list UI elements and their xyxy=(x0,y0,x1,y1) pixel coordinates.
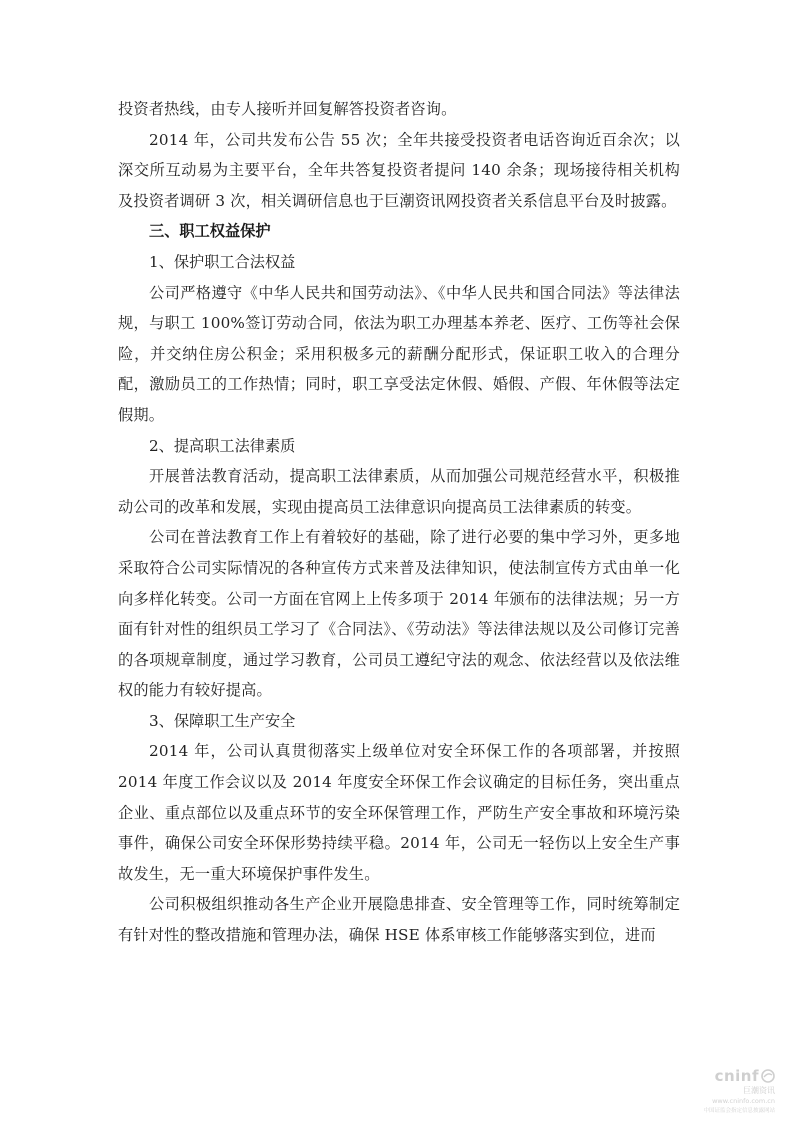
watermark-brand: cninf xyxy=(714,1067,759,1085)
watermark-logo xyxy=(679,1067,775,1085)
watermark-cn-name: 巨潮资讯 xyxy=(743,1086,775,1095)
watermark-url: www.cninfo.com.cn xyxy=(712,1097,775,1105)
paragraph-hazard-inspection: 公司积极组织推动各生产企业开展隐患排查、安全管理等工作，同时统筹制定有针对性的整改措施和管理办法，确保 HSE 体系审核工作能够落实到位，进而 xyxy=(118,895,680,945)
paragraph-safety-2014: 2014 年，公司认真贯彻落实上级单位对安全环保工作的各项部署，并按照 2014 年度工作会议以及 2014 年度安全环保工作会议确定的目标任务，突出重点企业、重点部位以及重点环节的安全环保管理工作，严防生产安全事故和环境污染事件，确保公司安全环保形势持续平稳。2014 年，公司无一轻伤以上安全生产事故发生，无一重大环境保护事件发生。 xyxy=(118,742,680,883)
paragraph-legal-publicity: 公司在普法教育工作上有着较好的基础，除了进行必要的集中学习外，更多地采取符合公司实际情况的各种宣传方式来普及法律知识，使法制宣传方式由单一化向多样化转变。公司一方面在官网上上传多项于 2014 年颁布的法律法规；另一方面有针对性的组织员工学习了《合同法》、《劳动法》等法律法规以及公司修订完善的各项规章制度，通过学习教育，公司员工遵纪守法的观念、依法经营以及依法维权的能力有较好提高。 xyxy=(118,528,680,700)
watermark-slogan: 中国证监会指定信息披露网站 xyxy=(703,1108,775,1114)
paragraph-legal-education: 开展普法教育活动，提高职工法律素质，从而加强公司规范经营水平，积极推动公司的改革和发展，实现由提高员工法律意识向提高员工法律素质的转变。 xyxy=(118,467,680,516)
subheading-production-safety: 3、保障职工生产安全 xyxy=(149,711,296,730)
subheading-legal-quality: 2、提高职工法律素质 xyxy=(149,436,296,455)
section-heading-employee-rights: 三、职工权益保护 xyxy=(149,222,271,241)
paragraph-investor-relations-2014: 2014 年，公司共发布公告 55 次；全年共接受投资者电话咨询近百余次；以深交所互动易为主要平台，全年共答复投资者提问 140 余条；现场接待相关机构及投资者调研 3 次，相关调研信息也于巨潮资讯网投资者关系信息平台及时披露。 xyxy=(118,130,680,210)
paragraph-labor-law-compliance: 公司严格遵守《中华人民共和国劳动法》、《中华人民共和国合同法》等法律法规，与职工 100%签订劳动合同，依法为职工办理基本养老、医疗、工伤等社会保险，并交纳住房公积金；采用积极多元的薪酬分配形式，保证职工收入的合理分配，激励员工的工作热情；同时，职工享受法定休假、婚假、产假、年休假等法定假期。 xyxy=(118,283,680,424)
cninfo-logo-icon xyxy=(761,1069,775,1083)
paragraph-continuation: 投资者热线，由专人接听并回复解答投资者咨询。 xyxy=(118,100,457,118)
document-page xyxy=(118,94,680,951)
subheading-protect-legal-rights: 1、保护职工合法权益 xyxy=(149,252,296,271)
cninfo-watermark xyxy=(679,1067,775,1114)
